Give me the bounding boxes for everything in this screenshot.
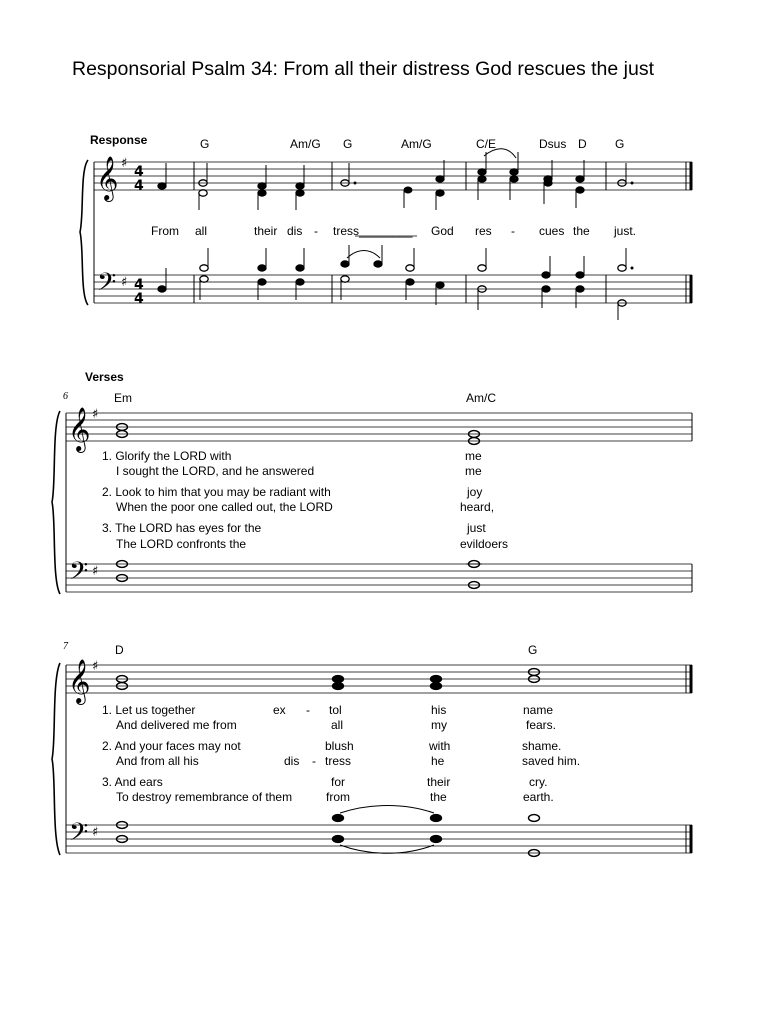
verse-word: saved him. <box>522 754 581 768</box>
svg-text:4: 4 <box>134 291 144 307</box>
response-lyric: all <box>195 224 208 238</box>
verse-word: ex <box>273 703 286 717</box>
verse-line: 1. Let us together <box>102 703 196 717</box>
verse-word: fears. <box>526 718 557 732</box>
svg-text:𝄞: 𝄞 <box>68 659 91 703</box>
verse-line: The LORD confronts the <box>116 537 247 551</box>
response-lyric: res <box>475 224 492 238</box>
response-lyric: their <box>254 224 278 238</box>
verse-word: - <box>312 754 316 768</box>
response-bass-notes <box>158 245 633 320</box>
verse-word: the <box>430 790 447 804</box>
svg-text:♯: ♯ <box>92 407 99 422</box>
verse-word: tress <box>325 754 352 768</box>
response-chord: C/E <box>476 137 497 151</box>
verse-line: 2. And your faces may not <box>102 739 241 753</box>
svg-text:𝄢: 𝄢 <box>69 557 89 592</box>
verse-line: I sought the LORD, and he answered <box>116 464 315 478</box>
response-lyric: - <box>511 224 515 238</box>
response-chord: D <box>578 137 587 151</box>
verse-line: 3. The LORD has eyes for the <box>102 521 262 535</box>
verse-line-end: just <box>467 521 486 535</box>
verse-word: from <box>326 790 350 804</box>
response-lyric: - <box>314 224 318 238</box>
verse-word: with <box>429 739 451 753</box>
verse-word: blush <box>325 739 354 753</box>
verse-word: his <box>431 703 447 717</box>
verse2-notes <box>117 669 540 857</box>
verse-line: And delivered me from <box>116 718 237 732</box>
verse-line-end: heard, <box>460 500 495 514</box>
svg-text:♯: ♯ <box>92 564 99 579</box>
verse-word: name <box>523 703 554 717</box>
response-lyric: God <box>431 224 454 238</box>
response-lyric: the <box>573 224 590 238</box>
verses-label: Verses <box>85 370 124 384</box>
svg-text:𝄢: 𝄢 <box>97 268 117 303</box>
response-label: Response <box>90 133 148 147</box>
key-signatures <box>92 156 127 840</box>
response-lyric: cues <box>539 224 565 238</box>
svg-text:♯: ♯ <box>92 659 99 674</box>
svg-text:♯: ♯ <box>121 156 128 171</box>
verse-word: tol <box>329 703 342 717</box>
response-chord: G <box>343 137 353 151</box>
verse-word: my <box>431 718 447 732</box>
verse-line-end: me <box>465 464 482 478</box>
response-chord: Dsus <box>539 137 567 151</box>
svg-text:4: 4 <box>134 164 144 180</box>
response-lyric: From <box>151 224 179 238</box>
verse-word: shame. <box>522 739 562 753</box>
verse-line: 3. And ears <box>102 775 163 789</box>
measure-number: 7 <box>63 641 68 652</box>
verse-chord: Em <box>114 391 132 405</box>
response-chord: Am/G <box>401 137 432 151</box>
svg-text:𝄞: 𝄞 <box>68 407 91 451</box>
verse-line: 1. Glorify the LORD with <box>102 449 232 463</box>
svg-text:♯: ♯ <box>121 275 128 290</box>
verse-chord: G <box>528 643 538 657</box>
page-title: Responsorial Psalm 34: From all their distress God rescues the just <box>72 58 654 80</box>
verse-word: for <box>331 775 346 789</box>
verse-line: When the poor one called out, the LORD <box>116 500 333 514</box>
verse-word: their <box>427 775 451 789</box>
measure-number: 6 <box>63 391 68 402</box>
svg-text:𝄢: 𝄢 <box>69 818 89 853</box>
verse-line-end: evildoers <box>460 537 509 551</box>
svg-text:♯: ♯ <box>92 825 99 840</box>
response-lyric: tress________ <box>333 224 413 238</box>
verse-line-end: joy <box>467 485 483 499</box>
response-chord: G <box>615 137 625 151</box>
verse-line: 2. Look to him that you may be radiant with <box>102 485 331 499</box>
response-treble-notes <box>158 149 633 210</box>
response-lyric: dis <box>287 224 303 238</box>
svg-text:4: 4 <box>134 277 144 293</box>
verse-chord: D <box>115 643 124 657</box>
verse-word: dis <box>284 754 300 768</box>
clefs <box>68 156 118 853</box>
verse-word: earth. <box>523 790 554 804</box>
verse-line: To destroy remembrance of them <box>116 790 293 804</box>
verse-word: he <box>431 754 445 768</box>
verse-word: - <box>306 703 310 717</box>
svg-text:𝄞: 𝄞 <box>96 156 119 200</box>
time-signatures <box>134 164 144 307</box>
response-chord: G <box>200 137 210 151</box>
verse-line-end: me <box>465 449 482 463</box>
verse-line: And from all his <box>116 754 199 768</box>
verse-word: all <box>331 718 344 732</box>
brace <box>52 160 91 855</box>
verse-chord: Am/C <box>466 391 496 405</box>
response-lyric: just. <box>614 224 637 238</box>
svg-text:4: 4 <box>134 178 144 194</box>
response-chord: Am/G <box>290 137 321 151</box>
verse-word: cry. <box>529 775 548 789</box>
